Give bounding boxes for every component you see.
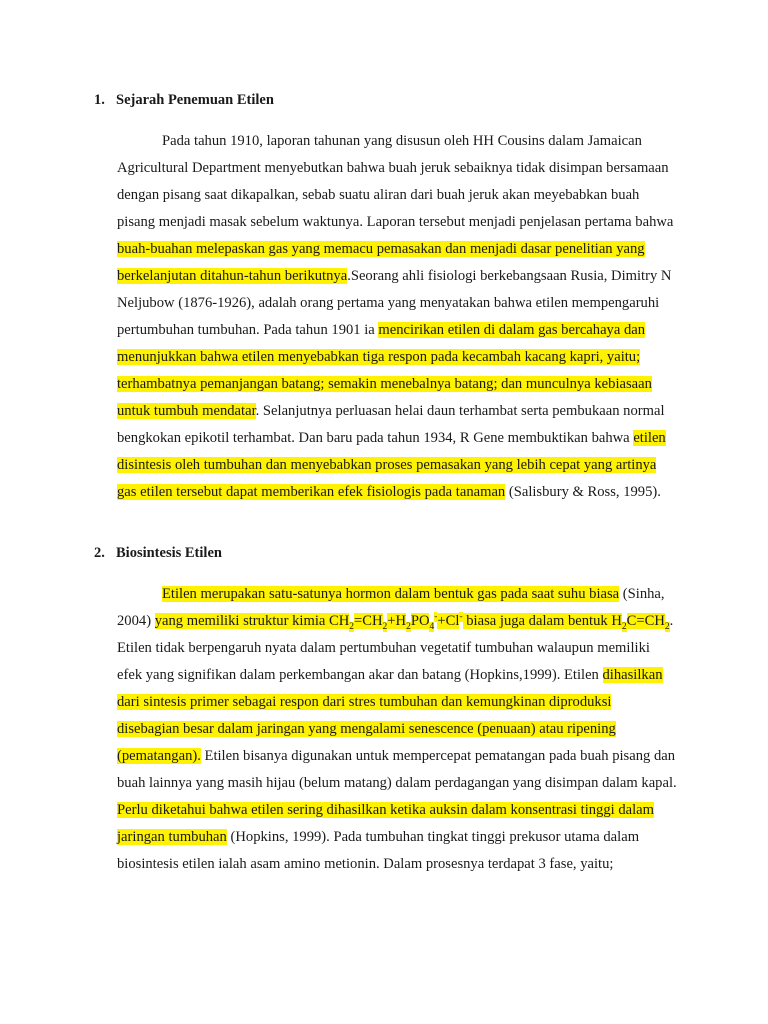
- highlighted-text: biasa juga dalam bentuk H: [462, 613, 622, 629]
- paragraph-text: .Seorang ahli fisiologi berkebangsaan Rusia, Dimitry N Neljubow (1876-1926), adalah orang pertama yang menyatakan bahwa etilen mempengaruhi pertumbuhan tumbuhan. Pada tahun 1901 ia: [117, 268, 672, 338]
- paragraph-text: . Selanjutnya perluasan helai daun terhambat serta pembukaan normal bengkokan epikotil terhambat. Dan baru pada tahun 1934, R Gene membuktikan bahwa: [117, 403, 665, 446]
- highlighted-text: C=CH: [626, 613, 665, 629]
- highlighted-text: -: [434, 612, 438, 623]
- paragraph-text: (Sinha, 2004): [117, 586, 665, 629]
- paragraph-text: (Salisbury & Ross, 1995).: [505, 484, 661, 500]
- highlighted-text: 2: [406, 621, 411, 632]
- highlighted-text: mencirikan etilen di dalam gas bercahaya dan menunjukkan bahwa etilen menyebabkan tiga respon pada kecambah kacang kapri, yaitu; terhambatnya pemanjangan batang; semakin menebalnya batang; dan munculnya kebiasaan untuk tumbuh mendatar: [117, 322, 652, 419]
- highlighted-text: buah-buahan melepaskan gas yang memacu pemasakan dan menjadi dasar penelitian yang berkelanjutan ditahun-tahun berikutnya: [117, 241, 645, 284]
- section-2-heading: [94, 545, 222, 562]
- paragraph-text: Pada tahun 1910, laporan tahunan yang disusun oleh HH Cousins dalam Jamaican Agricultural Department menyebutkan bahwa buah jeruk sebaiknya tidak disimpan bersamaan dengan pisang saat dikapalkan, sebab suatu aliran dari buah jeruk akan meyebabkan buah pisang menjadi masak sebelum waktunya. Laporan tersebut menjadi penjelasan pertama bahwa: [117, 133, 674, 230]
- paragraph-text: (Hopkins, 1999). Pada tumbuhan tingkat tinggi prekusor utama dalam biosintesis etilen ialah asam amino metionin. Dalam prosesnya terdapat 3 fase, yaitu;: [117, 829, 640, 872]
- highlighted-text: -: [459, 612, 463, 623]
- highlighted-text: 2: [382, 621, 388, 632]
- highlighted-text: =CH: [354, 613, 383, 629]
- highlighted-text: 2: [349, 621, 355, 632]
- highlighted-text: +H: [387, 613, 407, 629]
- section-1-number: 1.: [94, 92, 105, 108]
- section-2-paragraph: [117, 581, 677, 878]
- section-1-body: [117, 128, 677, 506]
- section-2-title: Biosintesis Etilen: [116, 545, 222, 561]
- section-2-number: 2.: [94, 545, 105, 561]
- highlighted-text: Etilen merupakan satu-satunya hormon dalam bentuk gas pada saat suhu biasa: [162, 586, 620, 602]
- section-1-title: Sejarah Penemuan Etilen: [116, 92, 274, 108]
- section-1-heading: [94, 92, 274, 109]
- highlighted-text: +Cl: [437, 613, 460, 629]
- highlighted-text: Perlu diketahui bahwa etilen sering dihasilkan ketika auksin dalam konsentrasi tinggi dalam jaringan tumbuhan: [117, 802, 654, 845]
- section-2-body: [117, 581, 677, 878]
- highlighted-text: PO: [410, 613, 430, 629]
- section-1-paragraph: [117, 128, 677, 506]
- highlighted-text: etilen disintesis oleh tumbuhan dan menyebabkan proses pemasakan yang lebih cepat yang artinya gas etilen tersebut dapat memberikan efek fisiologis pada tanaman: [117, 430, 666, 500]
- highlighted-text: 2: [664, 621, 670, 632]
- paragraph-text: . Etilen tidak berpengaruh nyata dalam pertumbuhan vegetatif tumbuhan walaupun memiliki efek yang signifikan dalam perkembangan akar dan batang (Hopkins,1999). Etilen: [117, 613, 674, 683]
- highlighted-text: 4: [429, 621, 435, 632]
- highlighted-text: dihasilkan dari sintesis primer sebagai respon dari stres tumbuhan dan kemungkinan diproduksi disebagian besar dalam jaringan yang mengalami senescence (penuaan) atau ripening (pematangan).: [117, 667, 663, 764]
- paragraph-text: Etilen bisanya digunakan untuk mempercepat pematangan pada buah pisang dan buah lainnya yang masih hijau (belum matang) dalam perdagangan yang disimpan dalam kapal.: [117, 748, 677, 791]
- highlighted-text: yang memiliki struktur kimia CH: [154, 613, 350, 629]
- highlighted-text: 2: [621, 621, 627, 632]
